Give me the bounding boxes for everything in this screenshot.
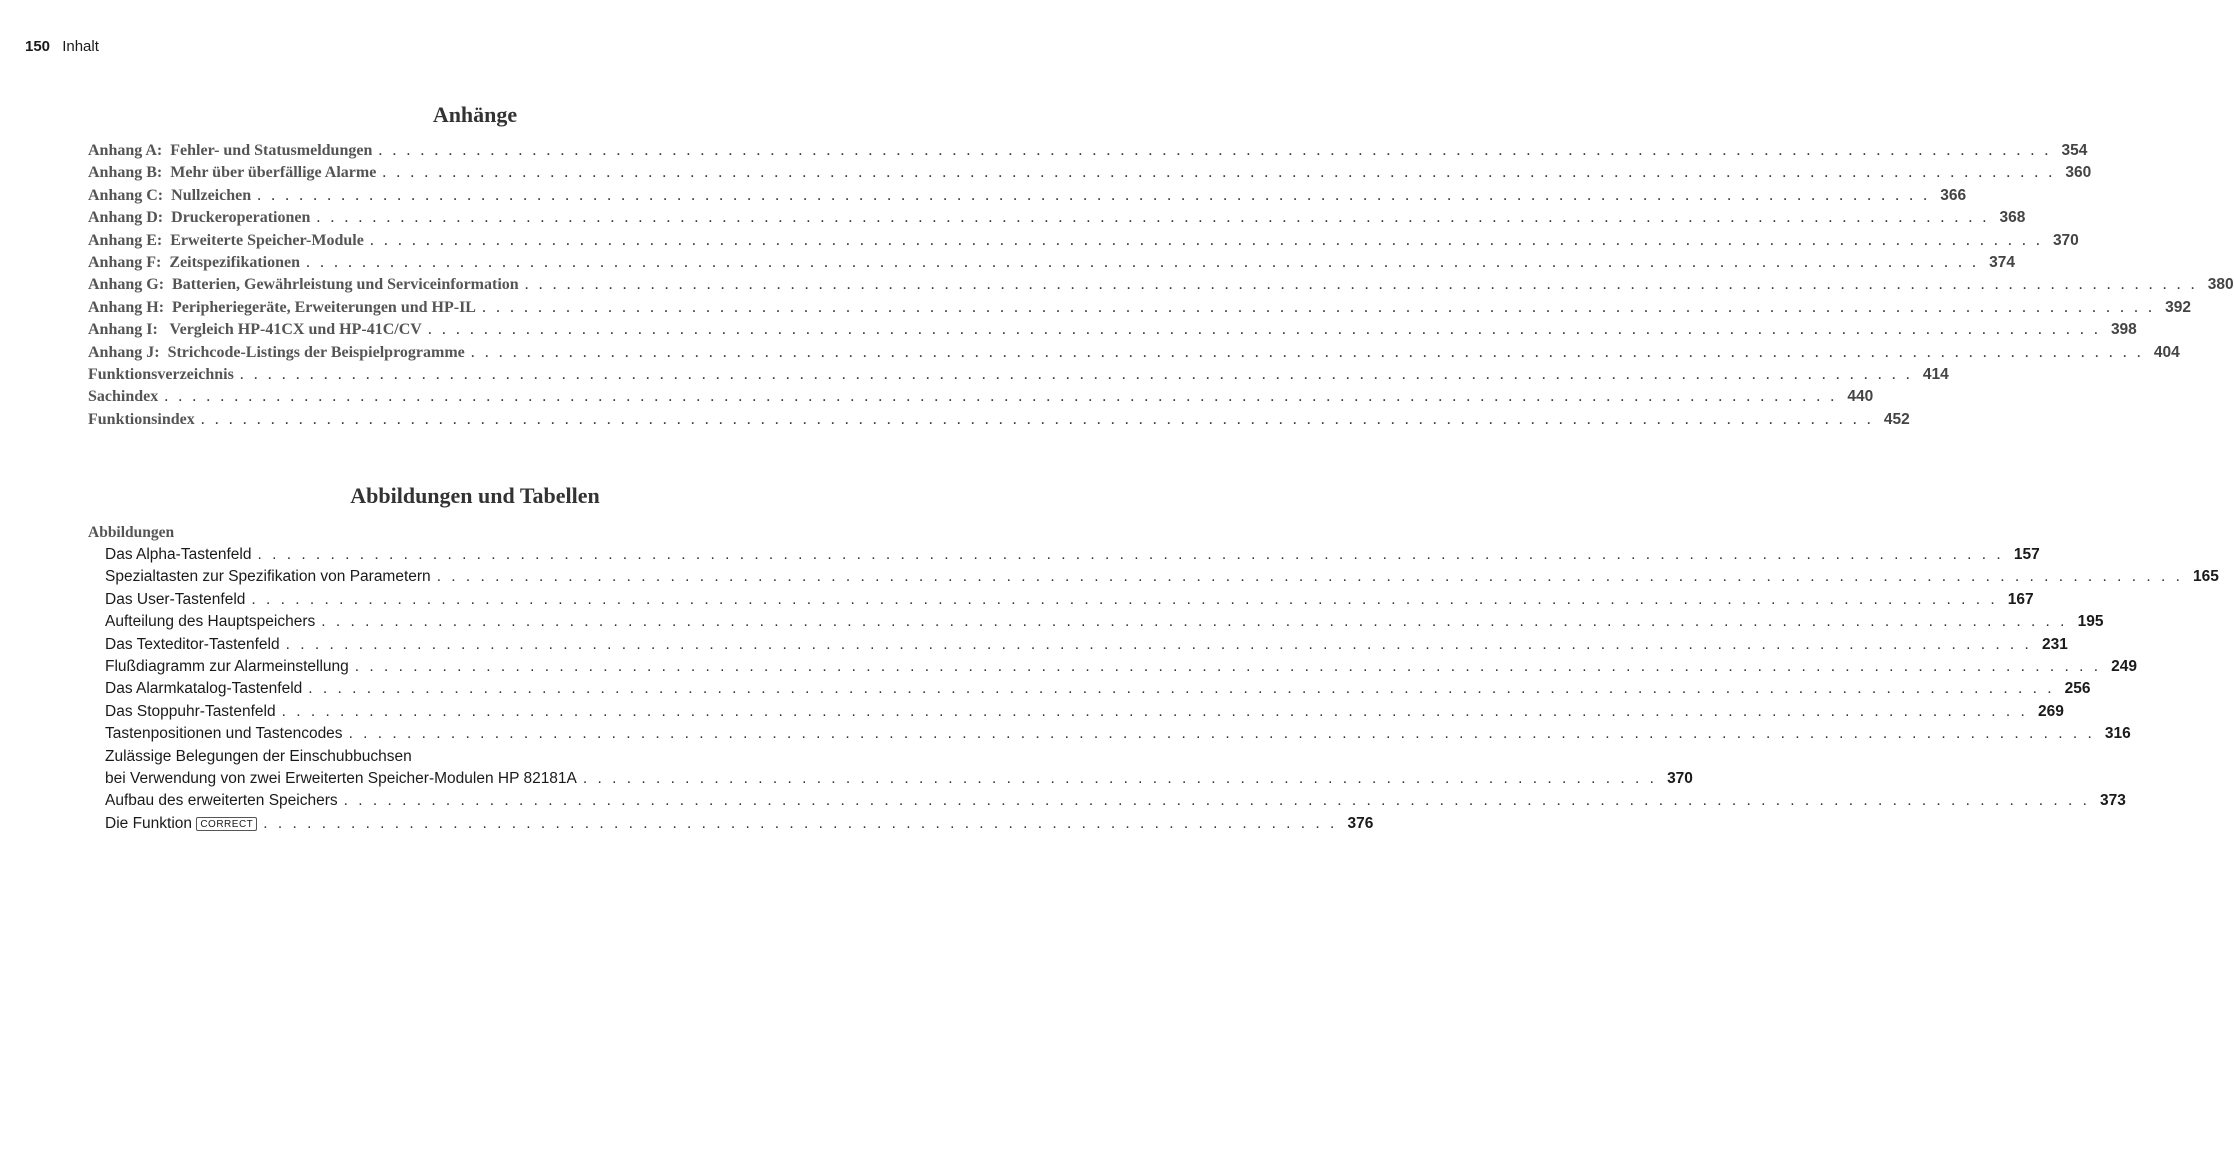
toc-label: Spezialtasten zur Spezifikation von Parametern bbox=[105, 568, 431, 586]
figures-subtitle: Abbildungen bbox=[88, 524, 175, 541]
toc-label: bei Verwendung von zwei Erweiterten Speicher-Modulen HP 82181A bbox=[105, 769, 577, 787]
toc-label: Anhang H: Peripheriegeräte, Erweiterungen und HP-IL bbox=[88, 298, 476, 316]
toc-row[interactable] bbox=[88, 702, 2064, 725]
toc-page: 414 bbox=[1922, 365, 1949, 383]
toc-row[interactable] bbox=[88, 792, 2126, 814]
toc-page: 374 bbox=[1989, 253, 2016, 271]
leader-dots: . . . . . . . . . . . . . . . . . . . . . . . . . . . . . . . . . . . . . . . . . . . . . . . . . . . . . . . . . . . . . . . . . . . . . . . . . . . . . . . . . . . . . . . . . . . . . . . . . . . . . . . . . . . . . . . . . . . . . . . . bbox=[281, 702, 2028, 720]
toc-page: 167 bbox=[2007, 590, 2034, 608]
section-name: Inhalt bbox=[62, 38, 99, 55]
leader-dots: . . . . . . . . . . . . . . . . . . . . . . . . . . . . . . . . . . . . . . . . . . . . . . . . . . . . . . . . . . . . . . . . . . . . . . . . . . . . . . . . . . . . . . . . . . . . . . . . . . . . . . . . . . . . . . . . . . . . . . . . bbox=[343, 792, 2090, 810]
leader-dots: . . . . . . . . . . . . . . . . . . . . . . . . . . . . . . . . . . . . . . . . . . . . . . . . . . . . . . . . . . . . . . . . . . . . . . . . . . . . . . . . . . . . . . . . . . . . . . . . . . . . . . . . . . . . . . . . . . . . . . . . bbox=[378, 142, 2052, 159]
toc-label: Aufbau des erweiterten Speichers bbox=[105, 792, 338, 810]
leader-dots: . . . . . . . . . . . . . . . . . . . . . . . . . . . . . . . . . . . . . . . . . . . . . . . . . . . . . . . . . . . . . . . . . . . . . . . . . . . . . . . . . . . . . . . . . . . . . . . . . . . . . . . . . . . . . . . . . . . . . . . . bbox=[257, 186, 1931, 204]
toc-label: Die Funktion bbox=[105, 814, 193, 832]
toc-page: 249 bbox=[2111, 657, 2138, 675]
appendices-list bbox=[88, 142, 2234, 433]
toc-page: 157 bbox=[2013, 546, 2040, 563]
toc-row[interactable] bbox=[88, 209, 2026, 231]
toc-page: 366 bbox=[1940, 186, 1967, 204]
leader-dots: . . . . . . . . . . . . . . . . . . . . . . . . . . . . . . . . . . . . . . . . . . . . . . . . . . . . . . . . . . . . . . . . . . . . . . . . . . . . . . . . . . . . . . . . . . . . . . . . . . . . . . . . . . . . . . . . . . . . . . . . bbox=[436, 568, 2183, 586]
toc-label: Funktionsindex bbox=[88, 410, 195, 428]
leader-dots: . . . . . . . . . . . . . . . . . . . . . . . . . . . . . . . . . . . . . . . . . . . . . . . . . . . . . . . . . . . . . . . . . . . . . . . . . . . . . . . . . . . . . . . . . . . . . . . . . . . . . . . . . . . . . . . . . . . . . . . . bbox=[257, 546, 2004, 563]
toc-page: 370 bbox=[1667, 769, 1693, 787]
toc-page: 392 bbox=[2165, 298, 2191, 316]
toc-label: Anhang C: Nullzeichen bbox=[88, 186, 252, 204]
leader-dots: . . . . . . . . . . . . . . . . . . . . . . . . . . . . . . . . . . . . . . . . . . . . . . . . . . . . . . . . . . . . . . . . . . . . . . . . . . . . . . . . . . . . . . . . . . . . . . . . . . . . . . . . . . . . . . . . . . . . . . . . bbox=[239, 365, 1913, 383]
toc-row[interactable] bbox=[88, 613, 2104, 635]
toc-page: 195 bbox=[2077, 613, 2104, 631]
toc-row[interactable] bbox=[88, 231, 2079, 254]
multiline-entry-line1: Zulässige Belegungen der Einschubbuchsen bbox=[105, 747, 412, 765]
leader-dots: . . . . . . . . . . . . . . . . . . . . . . . . . . . . . . . . . . . . . . . . . . . . . . . . . . . . . . . . . . . . . . . . . . . . . . . . . . . . . . . . . . . . . . . . . . . . . . . . . . . . . . . . . . . . . . . . . . . . . . . . bbox=[348, 725, 2095, 743]
toc-row[interactable] bbox=[88, 321, 2137, 343]
toc-page: 231 bbox=[2041, 635, 2068, 653]
toc-row[interactable] bbox=[88, 590, 2034, 613]
toc-label: Sachindex bbox=[88, 388, 159, 406]
toc-page: 440 bbox=[1847, 388, 1874, 406]
toc-label: Flußdiagramm zur Alarmeinstellung bbox=[105, 657, 349, 675]
figures-section bbox=[88, 524, 2219, 837]
leader-dots: . . . . . . . . . . . . . . . . . . . . . . . . . . . . . . . . . . . . . . . . . . . . . . . . . . . . . . . . . . . . . . . . . . . . . . . . . . . . . . . . . . . . . . . . . . . . . . . . . . . . . . . . . . . . . . . . . . . . . . . . bbox=[251, 590, 1998, 608]
leader-dots: . . . . . . . . . . . . . . . . . . . . . . . . . . . . . . . . . . . . . . . . . . . . . . . . . . . . . . . . . . . . . . . . . . . . . . . . . . . . . . . . . . . . . . . . . . . . . . . . . . . . . . . . . . . . . . . . . . . . . . . . bbox=[308, 680, 2055, 698]
toc-page: 380 bbox=[2207, 276, 2234, 294]
correct-key-icon: CORRECT bbox=[196, 817, 257, 831]
toc-label: Das Alarmkatalog-Tastenfeld bbox=[105, 680, 303, 698]
toc-row[interactable] bbox=[88, 680, 2091, 702]
toc-page: 269 bbox=[2037, 702, 2064, 720]
page-header bbox=[25, 38, 99, 55]
toc-label: Anhang A: Fehler- und Statusmeldungen bbox=[88, 142, 373, 159]
toc-row[interactable] bbox=[88, 568, 2219, 590]
toc-label: Anhang F: Zeitspezifikationen bbox=[88, 253, 301, 271]
leader-dots: . . . . . . . . . . . . . . . . . . . . . . . . . . . . . . . . . . . . . . . . . . . . . . . . . . . . . . . . . . . . . . . . . . . . . . . . . . . . . . . . . . . . . . . . . . . . . . . . . . . . . . . . . . . . . . . . . . . . . . . . bbox=[354, 657, 2102, 675]
leader-dots: . . . . . . . . . . . . . . . . . . . . . . . . . . . . . . . . . . . . . . . . . . . . . . . . . . . . . . . . . . . . . . . . . . . . . . . . . . . . . . . . . . . . . . . . . . . . . . . . . . . . . . . . . . . . . . . . . . . . . . . . bbox=[369, 231, 2043, 249]
toc-label: Anhang E: Erweiterte Speicher-Module bbox=[88, 231, 364, 249]
toc-label: Anhang B: Mehr über überfällige Alarme bbox=[88, 164, 377, 182]
leader-dots: . . . . . . . . . . . . . . . . . . . . . . . . . . . . . . . . . . . . . . . . . . . . . . . . . . . . . . . . . . . . . . . . . . . . . . . . . . . . . . . . . . . . . . . . . . . . . . . . . . . . . . . . . . . . . . . . . . . . . . . . bbox=[321, 613, 2068, 631]
toc-label: Aufteilung des Hauptspeichers bbox=[105, 613, 316, 631]
toc-page: 360 bbox=[2065, 164, 2092, 182]
toc-page: 354 bbox=[2061, 142, 2088, 159]
toc-row[interactable] bbox=[88, 253, 2016, 276]
toc-page: 165 bbox=[2193, 568, 2219, 586]
toc-label: Anhang I: Vergleich HP-41CX und HP-41C/CV bbox=[88, 321, 422, 339]
toc-page: 370 bbox=[2052, 231, 2079, 249]
leader-dots: . . . . . . . . . . . . . . . . . . . . . . . . . . . . . . . . . . . . . . . . . . . . . . . . . . . . . . . . . . . . . . . . . . . . . . . . . . . . . . . . . . . . . . . . . . . . . . . . . . . . . . . . . . . . . . . . . . . . . . . . bbox=[470, 343, 2144, 361]
toc-label: Anhang G: Batterien, Gewährleistung und Serviceinformation bbox=[88, 276, 519, 294]
leader-dots: . . . . . . . . . . . . . . . . . . . . . . . . . . . . . . . . . . . . . . . . . . . . . . . . . . . . . . . . . . . . . . . . . . . . . . . . . . . . . . . . . . . . . . . . . . . . . . . . . . . . . . . . . . . . . . . . . . . . . . . . bbox=[382, 164, 2056, 182]
page-number: 150 bbox=[25, 38, 51, 55]
toc-page: 368 bbox=[1999, 209, 2026, 227]
toc-row[interactable] bbox=[88, 142, 2088, 164]
toc-row[interactable] bbox=[88, 164, 2092, 186]
toc-row[interactable] bbox=[88, 546, 2040, 568]
toc-label: Anhang D: Druckeroperationen bbox=[88, 209, 311, 227]
toc-row[interactable] bbox=[88, 635, 2068, 658]
toc-label: Das Texteditor-Tastenfeld bbox=[105, 635, 280, 653]
leader-dots: . . . . . . . . . . . . . . . . . . . . . . . . . . . . . . . . . . . . . . . . . . . . . . . . . . . . . . . . . . . . . . . . . . . . . . . . . . . . . . . . . . . . . . . . . . . . . . . . . . . . . . . . . . . . . . . . . . . . . . . . bbox=[524, 276, 2198, 294]
toc-label: Das User-Tastenfeld bbox=[105, 590, 246, 608]
toc-label: Funktionsverzeichnis bbox=[88, 365, 234, 383]
toc-row[interactable] bbox=[88, 657, 2138, 680]
toc-page: 404 bbox=[2153, 343, 2180, 361]
figures-title: Abbildungen und Tabellen bbox=[350, 483, 600, 508]
toc-page: 316 bbox=[2104, 725, 2131, 743]
appendices-title: Anhänge bbox=[432, 102, 518, 127]
figures-list-2 bbox=[88, 792, 2126, 814]
leader-dots: . . . . . . . . . . . . . . . . . . . . . . . . . . . . . . . . . . . . . . . . . . . . . . . . . . . . . . . . . . . . . . . . . . . . . . . . . . . . . . . . . . . . . . . . . . . . . . . . . . . . . . . . . . . . . . . . . . . . . . . . bbox=[164, 388, 1838, 406]
toc-row[interactable] bbox=[88, 276, 2234, 298]
toc-label: Das Alpha-Tastenfeld bbox=[105, 546, 252, 563]
figures-list bbox=[88, 546, 2219, 748]
leader-dots: . . . . . . . . . . . . . . . . . . . . . . . . . . . . . . . . . . . . . . . . . . . . . . . . . . . . . . . . . . . . . . . . . . . . . . . . . . . . . . . . . . . . . . . . . . . . . . . . . . . . . . . . . . . . . . . . . . . . . . . . bbox=[306, 253, 1980, 271]
toc-row[interactable] bbox=[88, 298, 2191, 321]
leader-dots: . . . . . . . . . . . . . . . . . . . . . . . . . . . . . . . . . . . . . . . . . . . . . . . . . . . . . . . . . . . . . . . . . . . . . . . . . . . . . . . . . . . . . . . . . . . . . . . . . . . . . . . . . . . . . . . . . . . . . . . . bbox=[200, 410, 1874, 428]
toc-row[interactable] bbox=[88, 725, 2131, 747]
toc-row[interactable] bbox=[105, 814, 1374, 837]
toc-row[interactable] bbox=[88, 410, 1910, 433]
toc-row[interactable] bbox=[88, 365, 1949, 388]
toc-label: Tastenpositionen und Tastencodes bbox=[105, 725, 343, 743]
toc-label: Anhang J: Strichcode-Listings der Beispielprogramme bbox=[88, 343, 465, 361]
toc-row[interactable] bbox=[105, 769, 1693, 792]
leader-dots: . . . . . . . . . . . . . . . . . . . . . . . . . . . . . . . . . . . . . . . . . . . . . . . . . . . . . . . . . . . . . . . . . . . . . . . . . . . . . . . . . . . . . . . . . . . . . . . . . . . . . . . . . . . . . . . . . . . . . . . . bbox=[285, 635, 2032, 653]
toc-row[interactable] bbox=[88, 388, 1874, 410]
toc-page: 398 bbox=[2110, 321, 2137, 339]
leader-dots: . . . . . . . . . . . . . . . . . . . . . . . . . . . . . . . . . . . . . . . . . . . . . . . . . . . . . . . . . . . . . . . . . . . . . . . . . . bbox=[263, 814, 1338, 832]
toc-row[interactable] bbox=[88, 186, 1967, 209]
leader-dots: . . . . . . . . . . . . . . . . . . . . . . . . . . . . . . . . . . . . . . . . . . . . . . . . . . . . . . . . . . . . . . . . . . . . . . . . . . bbox=[582, 769, 1657, 787]
toc-page: 256 bbox=[2064, 680, 2091, 698]
leader-dots: . . . . . . . . . . . . . . . . . . . . . . . . . . . . . . . . . . . . . . . . . . . . . . . . . . . . . . . . . . . . . . . . . . . . . . . . . . . . . . . . . . . . . . . . . . . . . . . . . . . . . . . . . . . . . . . . . . . . . . . . bbox=[481, 298, 2155, 316]
toc-page: 373 bbox=[2100, 792, 2126, 810]
toc-row[interactable] bbox=[88, 343, 2180, 366]
toc-page: 452 bbox=[1883, 410, 1910, 428]
toc-page: 376 bbox=[1347, 814, 1374, 832]
leader-dots: . . . . . . . . . . . . . . . . . . . . . . . . . . . . . . . . . . . . . . . . . . . . . . . . . . . . . . . . . . . . . . . . . . . . . . . . . . . . . . . . . . . . . . . . . . . . . . . . . . . . . . . . . . . . . . . . . . . . . . . . bbox=[427, 321, 2101, 339]
leader-dots: . . . . . . . . . . . . . . . . . . . . . . . . . . . . . . . . . . . . . . . . . . . . . . . . . . . . . . . . . . . . . . . . . . . . . . . . . . . . . . . . . . . . . . . . . . . . . . . . . . . . . . . . . . . . . . . . . . . . . . . . bbox=[316, 209, 1990, 227]
toc-label: Das Stoppuhr-Tastenfeld bbox=[105, 702, 276, 720]
